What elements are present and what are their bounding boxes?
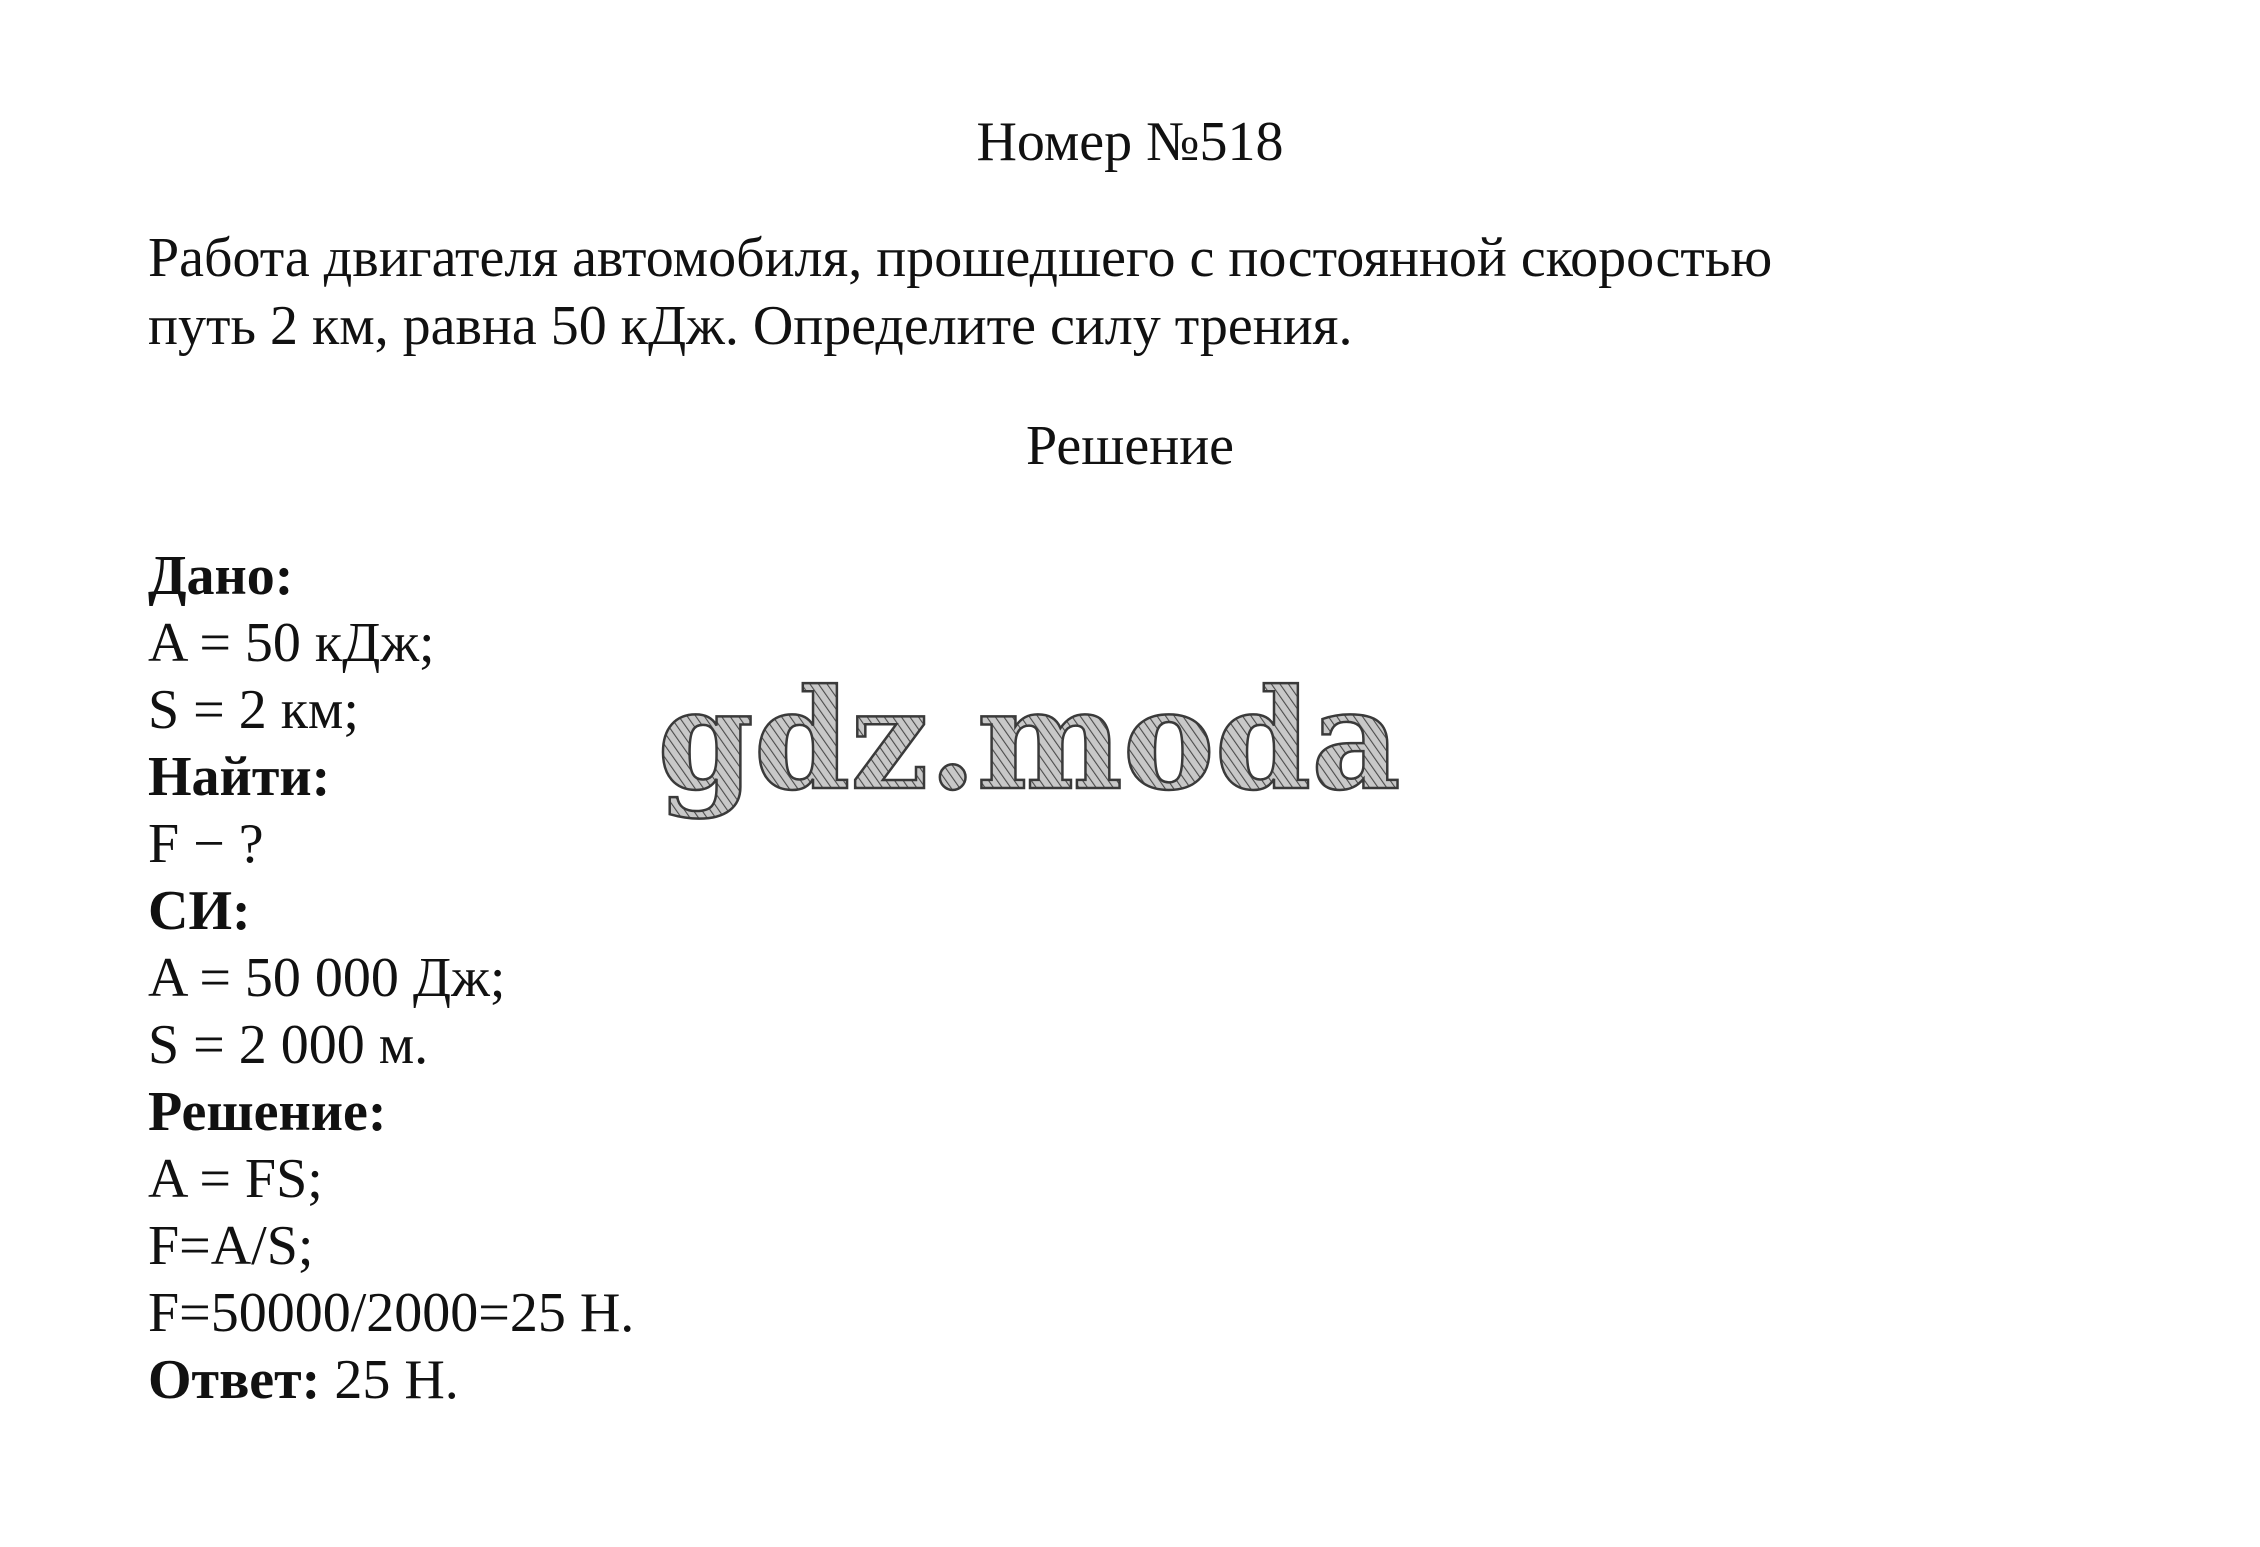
- answer-label: Ответ:: [148, 1349, 321, 1411]
- step-3: F=50000/2000=25 Н.: [148, 1282, 635, 1344]
- given-distance: S = 2 км;: [148, 679, 359, 741]
- solution-heading: Решение: [1025, 415, 1235, 477]
- si-work: A = 50 000 Дж;: [148, 947, 506, 1009]
- given-label: Дано:: [148, 545, 294, 607]
- answer-line: [148, 1347, 1348, 1414]
- problem-text-line-1: Работа двигателя автомобиля, прошедшего с постоянной скоростью: [148, 227, 1773, 289]
- step-1: A = FS;: [148, 1148, 323, 1210]
- work-label: Решение:: [148, 1081, 387, 1143]
- watermark-logo: [657, 658, 1401, 840]
- find-value: F − ?: [148, 813, 264, 875]
- find-label: Найти:: [148, 746, 331, 808]
- watermark-text: gdz.moda: [657, 658, 1401, 821]
- si-distance: S = 2 000 м.: [148, 1014, 429, 1076]
- problem-title: Номер №518: [976, 111, 1284, 173]
- problem-statement: [148, 224, 2108, 360]
- answer-value: 25 Н.: [334, 1349, 459, 1411]
- step-2: F=A/S;: [148, 1215, 314, 1277]
- problem-text-line-2: путь 2 км, равна 50 кДж. Определите силу трения.: [148, 295, 1353, 357]
- given-work: A = 50 кДж;: [148, 612, 435, 674]
- si-label: СИ:: [148, 880, 251, 942]
